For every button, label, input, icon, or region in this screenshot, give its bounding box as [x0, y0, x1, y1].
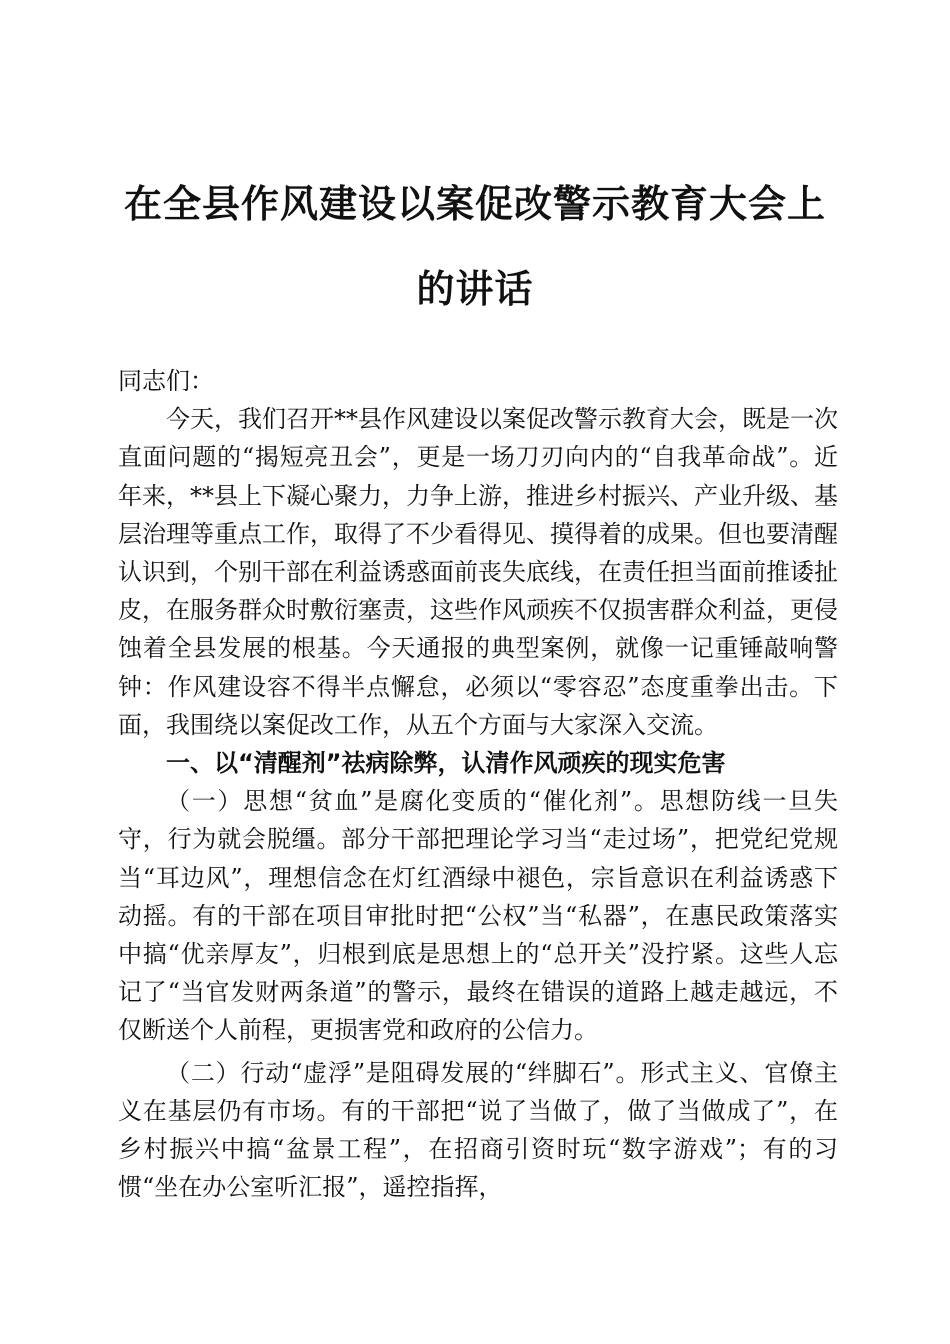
- section-heading-1: 一、以“清醒剂”祛病除弊，认清作风顽疾的现实危害: [166, 749, 726, 778]
- point-paragraph-1: （一）思想“贫血”是腐化变质的“催化剂”。思想防线一旦失守，行为就会脱缰。部分干部把理论学习当“走过场”，把党纪党规当“耳边风”，理想信念在灯红酒绿中褪色，宗旨意识在利益诱惑下动摇。有的干部在项目审批时把“公权”当“私器”，在惠民政策落实中搞“优亲厚友”，归根到底是思想上的“总开关”没拧紧。这些人忘记了“当官发财两条道”的警示，最终在错误的道路上越走越远，不仅断送个人前程，更损害党和政府的公信力。: [118, 787, 838, 1045]
- point-paragraph-2: （二）行动“虚浮”是阻碍发展的“绊脚石”。形式主义、官僚主义在基层仍有市场。有的干部把“说了当做了，做了当做成了”，在乡村振兴中搞“盆景工程”，在招商引资时玩“数字游戏”；有的习惯“坐在办公室听汇报”，遥控指挥，: [118, 1058, 838, 1202]
- intro-paragraph: 今天，我们召开**县作风建设以案促改警示教育大会，既是一次直面问题的“揭短亮丑会”，更是一场刀刃向内的“自我革命战”。近年来，**县上下凝心聚力，力争上游，推进乡村振兴、产业升级、基层治理等重点工作，取得了不少看得见、摸得着的成果。但也要清醒认识到，个别干部在利益诱惑面前丧失底线，在责任担当面前推诿扯皮，在服务群众时敷衍塞责，这些作风顽疾不仅损害群众利益，更侵蚀着全县发展的根基。今天通报的典型案例，就像一记重锤敲响警钟：作风建设容不得半点懈怠，必须以“零容忍”态度重拳出击。下面，我围绕以案促改工作，从五个方面与大家深入交流。: [118, 405, 838, 739]
- salutation: 同志们：: [118, 367, 214, 395]
- document-title: 在全县作风建设以案促改警示教育大会上的讲话: [123, 182, 826, 311]
- document-body: [118, 362, 838, 1206]
